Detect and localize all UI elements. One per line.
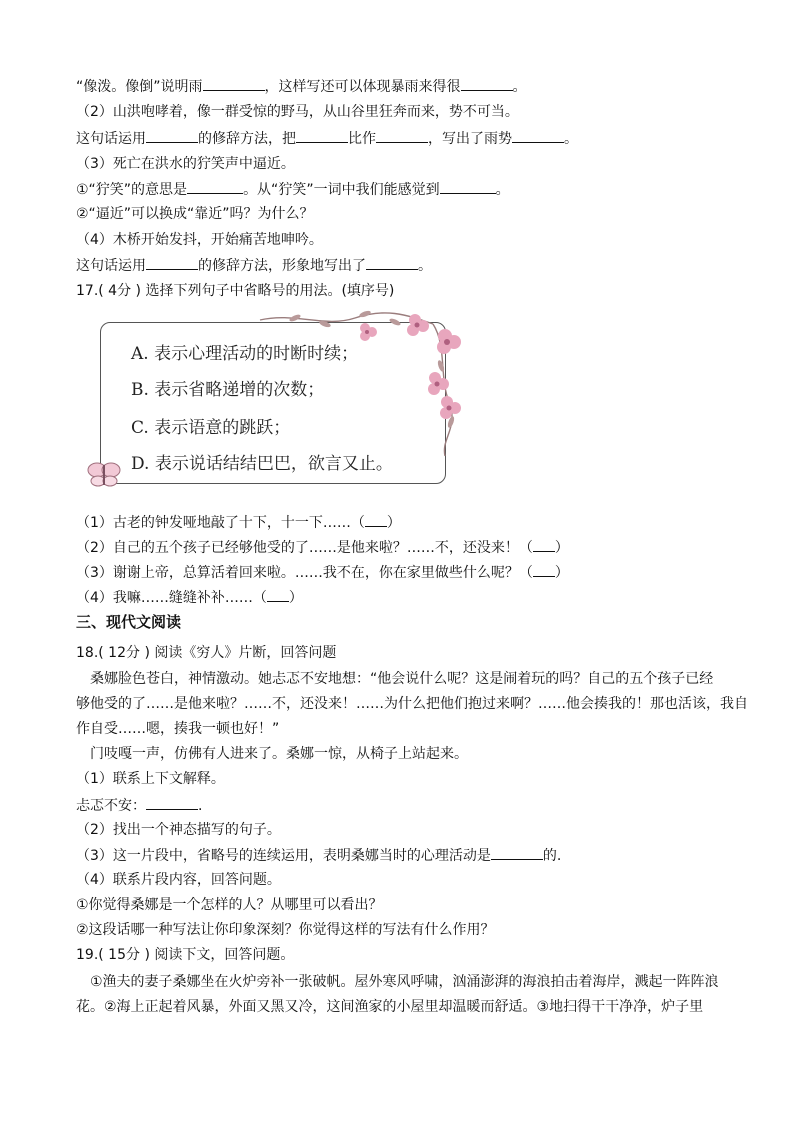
flower-icon	[360, 323, 377, 341]
text: 比作	[348, 131, 376, 147]
line-6: ②“逼近”可以换成“靠近”吗？为什么？	[76, 206, 314, 222]
text: 忐忑不安：	[76, 798, 146, 814]
text: 这句话运用	[76, 131, 146, 147]
flower-icon	[437, 329, 461, 354]
text: .	[198, 798, 203, 814]
passage-line: ①渔夫的妻子桑娜坐在火炉旁补一张破帆。屋外寒风呼啸，汹涌澎湃的海浪拍击着海岸，溅起一阵阵浪	[90, 974, 719, 990]
q18-part-4b: ②这段话哪一种写法让你印象深刻？你觉得这样的写法有什么作用？	[76, 922, 495, 938]
passage-line: 够他受的了……是他来啦？……不，还没来！……为什么把他们抱过来啊？……他会揍我的！那也活该，我自	[76, 696, 748, 712]
answer-blank[interactable]	[366, 255, 418, 270]
answer-blank[interactable]	[146, 795, 198, 810]
text: ）	[554, 565, 569, 581]
answer-blank[interactable]	[267, 587, 289, 602]
text: ）	[554, 540, 569, 556]
answer-blank[interactable]	[461, 76, 513, 91]
text: 这句话运用	[76, 258, 146, 274]
q17-item-3	[76, 562, 569, 583]
q18-passage-2: 门吱嘎一声，仿佛有人进来了。桑娜一惊，从椅子上站起来。	[90, 746, 468, 762]
text: ，这样写还可以体现暴雨来得很	[264, 79, 461, 95]
butterfly-icon	[86, 456, 122, 492]
text: （1）古老的钟发哑地敲了十下，十一下……（	[76, 515, 365, 531]
answer-blank[interactable]	[440, 179, 496, 194]
line-8	[76, 255, 432, 276]
passage-line: 花。②海上正起着风暴，外面又黑又冷，这间渔家的小屋里却温暖而舒适。③地扫得干干净净，炉子里	[76, 999, 704, 1015]
option-a: A. 表示心理活动的时断时续；	[131, 344, 359, 364]
line-7: （4）木桥开始发抖，开始痛苦地呻吟。	[76, 232, 323, 248]
answer-blank[interactable]	[512, 128, 564, 143]
line-3	[76, 128, 578, 149]
text: 。	[512, 79, 527, 95]
q18-part-3	[76, 845, 561, 866]
text: （4）我嘛……缝缝补补……（	[76, 590, 267, 606]
q18-part-2: （2）找出一个神态描写的句子。	[76, 822, 281, 838]
text: 的.	[542, 848, 562, 864]
q17-item-1	[76, 512, 401, 533]
flower-icon	[407, 314, 429, 336]
q17-item-4	[76, 587, 303, 608]
q18-passage	[76, 667, 748, 742]
text: 。	[564, 131, 578, 147]
option-b: B. 表示省略递增的次数；	[131, 380, 325, 400]
answer-blank[interactable]	[146, 255, 198, 270]
passage-line: 桑娜脸色苍白，神情激动。她忐忑不安地想：“他会说什么呢？这是闹着玩的吗？自己的五个孩子已经	[90, 671, 714, 687]
q17-item-2	[76, 537, 569, 558]
text: ①“狞笑”的意思是	[76, 182, 188, 198]
line-1	[76, 76, 527, 97]
answer-blank[interactable]	[376, 128, 428, 143]
q18-part-1-answer	[76, 795, 202, 816]
vine-stem	[260, 313, 433, 324]
line-5	[76, 179, 510, 200]
answer-blank[interactable]	[365, 512, 387, 527]
text: （3）谢谢上帝，总算活着回来啦。……我不在，你在家里做些什么呢？（	[76, 565, 533, 581]
q18-part-1: （1）联系上下文解释。	[76, 771, 225, 787]
answer-blank[interactable]	[491, 845, 543, 860]
answer-blank[interactable]	[533, 537, 555, 552]
passage-line: 作自受……嗯，揍我一顿也好！”	[76, 721, 280, 737]
flower-vine-decoration	[255, 306, 470, 506]
text: “像泼。像倒”说明雨	[76, 79, 203, 95]
answer-blank[interactable]	[296, 128, 348, 143]
text: 。	[495, 182, 510, 198]
text: 的修辞方法，把	[198, 131, 296, 147]
flower-icon	[440, 396, 461, 419]
q18-part-4: （4）联系片段内容，回答问题。	[76, 872, 281, 888]
option-d: D. 表示说话结结巴巴，欲言又止。	[131, 454, 393, 474]
text: 。	[418, 258, 432, 274]
line-4: （3）死亡在洪水的狞笑声中逼近。	[76, 156, 295, 172]
q19-header: 19.( 15分 ) 阅读下文，回答问题。	[76, 947, 295, 963]
q18-header: 18.( 12分 ) 阅读《穷人》片断，回答问题	[76, 645, 337, 661]
answer-blank[interactable]	[533, 562, 555, 577]
answer-blank[interactable]	[146, 128, 198, 143]
q19-passage	[76, 970, 719, 1020]
section-heading: 三、现代文阅读	[76, 613, 182, 631]
text: ，写出了雨势	[428, 131, 512, 147]
q17-header: 17.( 4分 ) 选择下列句子中省略号的用法。(填序号)	[76, 283, 395, 299]
option-c: C. 表示语意的跳跃；	[131, 418, 291, 438]
text: ）	[386, 515, 401, 531]
q18-part-4a: ①你觉得桑娜是一个怎样的人？从哪里可以看出？	[76, 897, 383, 913]
text: （2）自己的五个孩子已经够他受的了……是他来啦？……不，还没来！（	[76, 540, 533, 556]
text: 。从“狞笑”一词中我们能感觉到	[243, 182, 440, 198]
answer-blank[interactable]	[203, 76, 265, 91]
line-2: （2）山洪咆哮着，像一群受惊的野马，从山谷里狂奔而来，势不可当。	[76, 104, 519, 120]
answer-blank[interactable]	[187, 179, 243, 194]
text: 的修辞方法，形象地写出了	[198, 258, 366, 274]
text: ）	[288, 590, 303, 606]
text: （3）这一片段中，省略号的连续运用，表明桑娜当时的心理活动是	[76, 848, 491, 864]
